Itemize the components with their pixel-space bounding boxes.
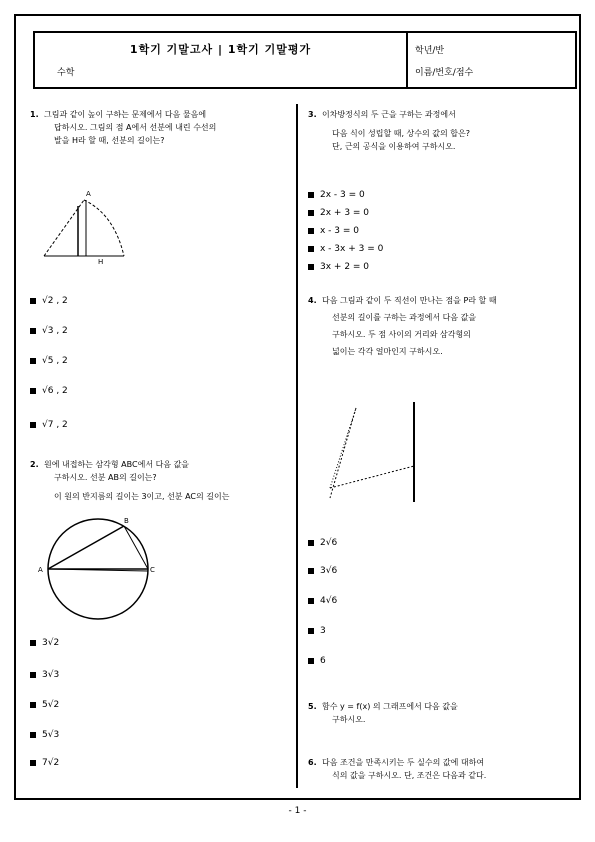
question-text-line: 답하시오. 그림의 점 A에서 선분에 내린 수선의	[54, 123, 217, 132]
option-label: 7√2	[42, 758, 60, 768]
question-text-line: 이 원의 반지름의 길이는 3이고, 선분 AC의 길이는	[54, 492, 230, 501]
question-text-line: 이차방정식의 두 근을 구하는 과정에서	[322, 110, 456, 119]
option-label: 2x + 3 = 0	[320, 208, 370, 218]
option-label: 6	[320, 656, 326, 666]
question-text-line: 다음 그림과 같이 두 직선이 만나는 점을 P라 할 때	[322, 296, 497, 305]
figure-chord-ab	[48, 526, 124, 569]
question-text-line: 식의 값을 구하시오. 단, 조건은 다음과 같다.	[332, 771, 487, 780]
q4-option-2[interactable]	[308, 566, 337, 576]
question-text-line: 다음 조건을 만족시키는 두 실수의 값에 대하여	[322, 758, 485, 767]
question-text-line: 원에 내접하는 삼각형 ABC에서 다음 값을	[44, 460, 190, 469]
q1-option-3[interactable]	[30, 356, 68, 366]
question-text-line: 구하시오.	[332, 715, 366, 724]
figure-dashed-line-2	[330, 466, 414, 488]
q4-option-1[interactable]	[308, 538, 337, 548]
question-text-line: 그림과 같이 높이 구하는 문제에서 다음 물음에	[44, 110, 207, 119]
option-label: x - 3 = 0	[320, 226, 360, 236]
question-number: 2.	[30, 460, 39, 469]
figure-label-b: B	[124, 517, 129, 525]
question-number: 4.	[308, 296, 317, 305]
question-number: 5.	[308, 702, 317, 711]
q2-option-5[interactable]	[30, 758, 59, 768]
figure-label-a: A	[86, 190, 91, 198]
option-label: 3√2	[42, 638, 60, 648]
option-label: 2x - 3 = 0	[320, 190, 365, 200]
option-label: 4√6	[320, 596, 338, 606]
q3-option-5[interactable]	[308, 262, 369, 272]
option-label: √2 , 2	[42, 296, 68, 306]
question-text-line: 구하시오. 선분 AB의 길이는?	[54, 473, 157, 482]
question-1-figure	[40, 188, 140, 268]
q2-option-3[interactable]	[30, 700, 59, 710]
page-number: - 1 -	[288, 806, 307, 816]
q2-option-4[interactable]	[30, 730, 59, 740]
header-class-field: 학년/반	[415, 46, 445, 56]
exam-header	[33, 31, 577, 89]
question-text-line: 구하시오. 두 점 사이의 거리와 삼각형의	[332, 330, 471, 339]
question-2-figure	[36, 514, 156, 624]
option-label: 3	[320, 626, 326, 636]
exam-title: 1학기 기말고사 | 1학기 기말평가	[129, 43, 312, 56]
option-label: x - 3x + 3 = 0	[320, 244, 384, 254]
question-4-figure	[322, 398, 432, 508]
figure-label-c: C	[150, 566, 155, 574]
figure-label-h: H	[98, 258, 104, 266]
q4-option-3[interactable]	[308, 596, 337, 606]
question-number: 3.	[308, 110, 317, 119]
figure-arc	[84, 200, 124, 256]
option-label: 5√2	[42, 700, 60, 710]
figure-label-a: A	[38, 566, 43, 574]
q1-option-5[interactable]	[30, 420, 68, 430]
question-text-line: 단, 근의 공식을 이용하여 구하시오.	[332, 142, 456, 151]
q3-option-4[interactable]	[308, 244, 383, 254]
header-name-field: 이름/번호/점수	[415, 68, 474, 78]
question-number: 1.	[30, 110, 39, 119]
q4-option-5[interactable]	[308, 656, 326, 666]
option-label: 5√3	[42, 730, 60, 740]
option-label: 3√6	[320, 566, 338, 576]
option-label: 3x + 2 = 0	[320, 262, 370, 272]
option-label: 2√6	[320, 538, 338, 548]
question-number: 6.	[308, 758, 317, 767]
q1-option-2[interactable]	[30, 326, 68, 336]
option-label: √7 , 2	[42, 420, 68, 430]
question-text-line: 넓이는 각각 얼마인지 구하시오.	[332, 347, 443, 356]
exam-subject: 수학	[57, 68, 75, 78]
q3-option-2[interactable]	[308, 208, 369, 218]
question-text-line: 선분의 길이를 구하는 과정에서 다음 값을	[332, 313, 477, 322]
question-text-line: 함수 y = f(x) 의 그래프에서 다음 값을	[322, 702, 458, 711]
q4-option-4[interactable]	[308, 626, 326, 636]
q2-option-2[interactable]	[30, 670, 59, 680]
q3-option-1[interactable]	[308, 190, 365, 200]
header-divider	[406, 33, 408, 87]
question-text-line: 다음 식이 성립할 때, 상수의 값의 합은?	[332, 129, 470, 138]
q1-option-4[interactable]	[30, 386, 68, 396]
column-divider	[296, 104, 298, 788]
figure-chord-bc	[124, 526, 148, 569]
q2-option-1[interactable]	[30, 638, 59, 648]
q1-option-1[interactable]	[30, 296, 68, 306]
q3-option-3[interactable]	[308, 226, 359, 236]
option-label: √3 , 2	[42, 326, 68, 336]
option-label: 3√3	[42, 670, 60, 680]
option-label: √6 , 2	[42, 386, 68, 396]
question-text-line: 발을 H라 할 때, 선분의 길이는?	[54, 136, 165, 145]
option-label: √5 , 2	[42, 356, 68, 366]
